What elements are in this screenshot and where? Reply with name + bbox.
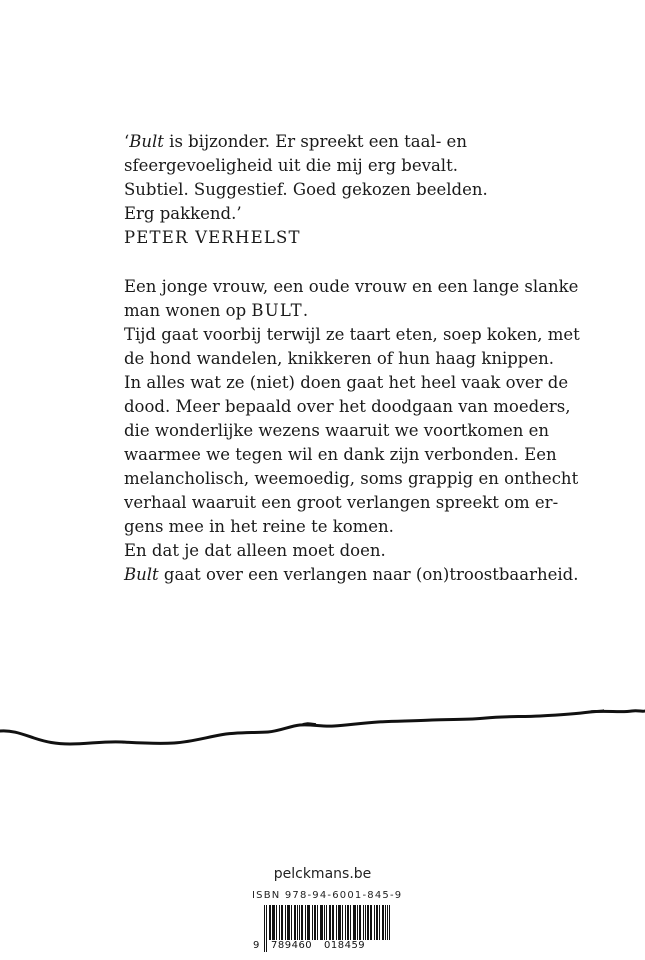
barcode-bar: [354, 905, 355, 940]
barcode-bar: [365, 905, 366, 940]
publisher-website: pelckmans.be: [273, 866, 372, 882]
barcode-bar: [320, 905, 321, 940]
blurb-line-5: In alles wat ze (niet) doen gaat het heel vaak over de: [124, 373, 569, 392]
barcode-bar: [281, 905, 282, 940]
barcode-bar: [379, 905, 380, 940]
barcode-bar: [383, 905, 384, 940]
barcode-bar: [329, 905, 330, 940]
quote-line-3: Subtiel. Suggestief. Goed gekozen beelden.: [124, 180, 488, 199]
barcode-bar: [330, 905, 331, 940]
barcode-bar: [297, 905, 298, 940]
blurb-line-10: verhaal waaruit een groot verlangen spreekt om er-: [124, 493, 559, 512]
blurb-line-12: En dat je dat alleen moet doen.: [124, 541, 386, 560]
blurb-line-7: die wonderlijke wezens waaruit we voortkomen en: [124, 421, 550, 440]
barcode-bar: [273, 905, 274, 940]
blurb-line-13-text: gaat over een verlangen naar (on)troostbaarheid.: [158, 565, 579, 584]
barcode-bar: [309, 905, 310, 940]
barcode-bar: [338, 905, 339, 940]
blurb-line-8: waarmee we tegen wil en dank zijn verbonden. Een: [124, 445, 557, 464]
barcode-bar: [367, 905, 368, 940]
quote-book-title: Bult: [129, 132, 164, 151]
barcode-bar: [308, 905, 309, 940]
quote-author: PETER VERHELST: [124, 228, 301, 247]
barcode-bar: [382, 905, 383, 940]
barcode-bar: [336, 905, 337, 940]
barcode-digit-first: 9: [253, 940, 260, 951]
barcode-bar: [322, 905, 323, 940]
barcode-bar: [302, 905, 303, 940]
quote-line-4: Erg pakkend.’: [124, 204, 242, 223]
barcode-digits-left: 789460: [271, 940, 313, 951]
blurb-line-2: [124, 299, 308, 323]
barcode-bar: [389, 905, 390, 940]
barcode-bar: [387, 905, 388, 940]
barcode-bar: [272, 905, 273, 940]
barcode-bar: [314, 905, 315, 940]
barcode-bar: [276, 905, 277, 940]
blurb-line-2-text: man wonen op: [124, 301, 252, 320]
barcode-bar: [294, 905, 295, 940]
blurb-book-title-caps: BULT: [251, 301, 303, 320]
barcode-bar: [350, 905, 351, 940]
barcode-bar: [305, 905, 306, 940]
horizon-line-illustration: [0, 700, 645, 760]
barcode-bar: [317, 905, 318, 940]
barcode-bar: [288, 905, 289, 940]
barcode-bar: [374, 905, 375, 940]
barcode-bar: [333, 905, 334, 940]
barcode-bar: [274, 905, 275, 940]
barcode-bar: [368, 905, 369, 940]
barcode-bar: [321, 905, 322, 940]
barcode-bar: [264, 905, 265, 952]
barcode-bar: [339, 905, 340, 940]
barcode-bar: [345, 905, 346, 940]
blurb-line-13: [124, 563, 578, 587]
barcode-bar: [301, 905, 302, 940]
blurb-line-1: Een jonge vrouw, een oude vrouw en een lange slanke: [124, 277, 579, 296]
barcode-bar: [295, 905, 296, 940]
barcode-bar: [282, 905, 283, 940]
blurb-line-9: melancholisch, weemoedig, soms grappig en onthecht: [124, 469, 579, 488]
barcode-bar: [363, 905, 364, 940]
barcode-bar: [299, 905, 300, 940]
quote-line-2: sfeergevoeligheid uit die mij erg bevalt.: [124, 156, 458, 175]
blurb-line-6: dood. Meer bepaald over het doodgaan van moeders,: [124, 397, 571, 416]
blurb-line-4: de hond wandelen, knikkeren of hun haag knippen.: [124, 349, 555, 368]
blurb-line-3: Tijd gaat voorbij terwijl ze taart eten, soep koken, met: [124, 325, 580, 344]
quote-line-1-text: is bijzonder. Er spreekt een taal- en: [163, 132, 467, 151]
barcode-bar: [289, 905, 290, 940]
quote-line-1: [124, 130, 467, 154]
barcode-bar: [370, 905, 371, 940]
barcode-bar: [291, 905, 292, 940]
blurb-line-11: gens mee in het reine te komen.: [124, 517, 394, 536]
barcode-bar: [324, 905, 325, 940]
barcode-bar: [307, 905, 308, 940]
barcode-bar: [342, 905, 343, 940]
barcode-bar: [279, 905, 280, 940]
barcode-bar: [385, 905, 386, 940]
barcode-bar: [270, 905, 271, 940]
barcode-bar: [285, 905, 286, 940]
barcode-bar: [357, 905, 358, 940]
barcode-bar: [371, 905, 372, 940]
blurb-book-title-italic: Bult: [124, 565, 159, 584]
barcode-bar: [377, 905, 378, 940]
barcode-bar: [266, 905, 267, 952]
barcode-bar: [355, 905, 356, 940]
barcode-bar: [315, 905, 316, 940]
barcode-bar: [332, 905, 333, 940]
barcode-bar: [312, 905, 313, 940]
barcode-bar: [269, 905, 270, 940]
barcode-bar: [360, 905, 361, 940]
barcode-bar: [348, 905, 349, 940]
isbn-number: ISBN 978-94-6001-845-9: [252, 890, 403, 901]
barcode-bar: [359, 905, 360, 940]
barcode-bar: [353, 905, 354, 940]
blurb-line-2-period: .: [302, 301, 309, 320]
barcode-digits-right: 018459: [324, 940, 366, 951]
quote-open-mark: ‘: [124, 132, 130, 151]
barcode-bar: [287, 905, 288, 940]
barcode-bar: [340, 905, 341, 940]
barcode-bar: [347, 905, 348, 940]
barcode-bar: [376, 905, 377, 940]
